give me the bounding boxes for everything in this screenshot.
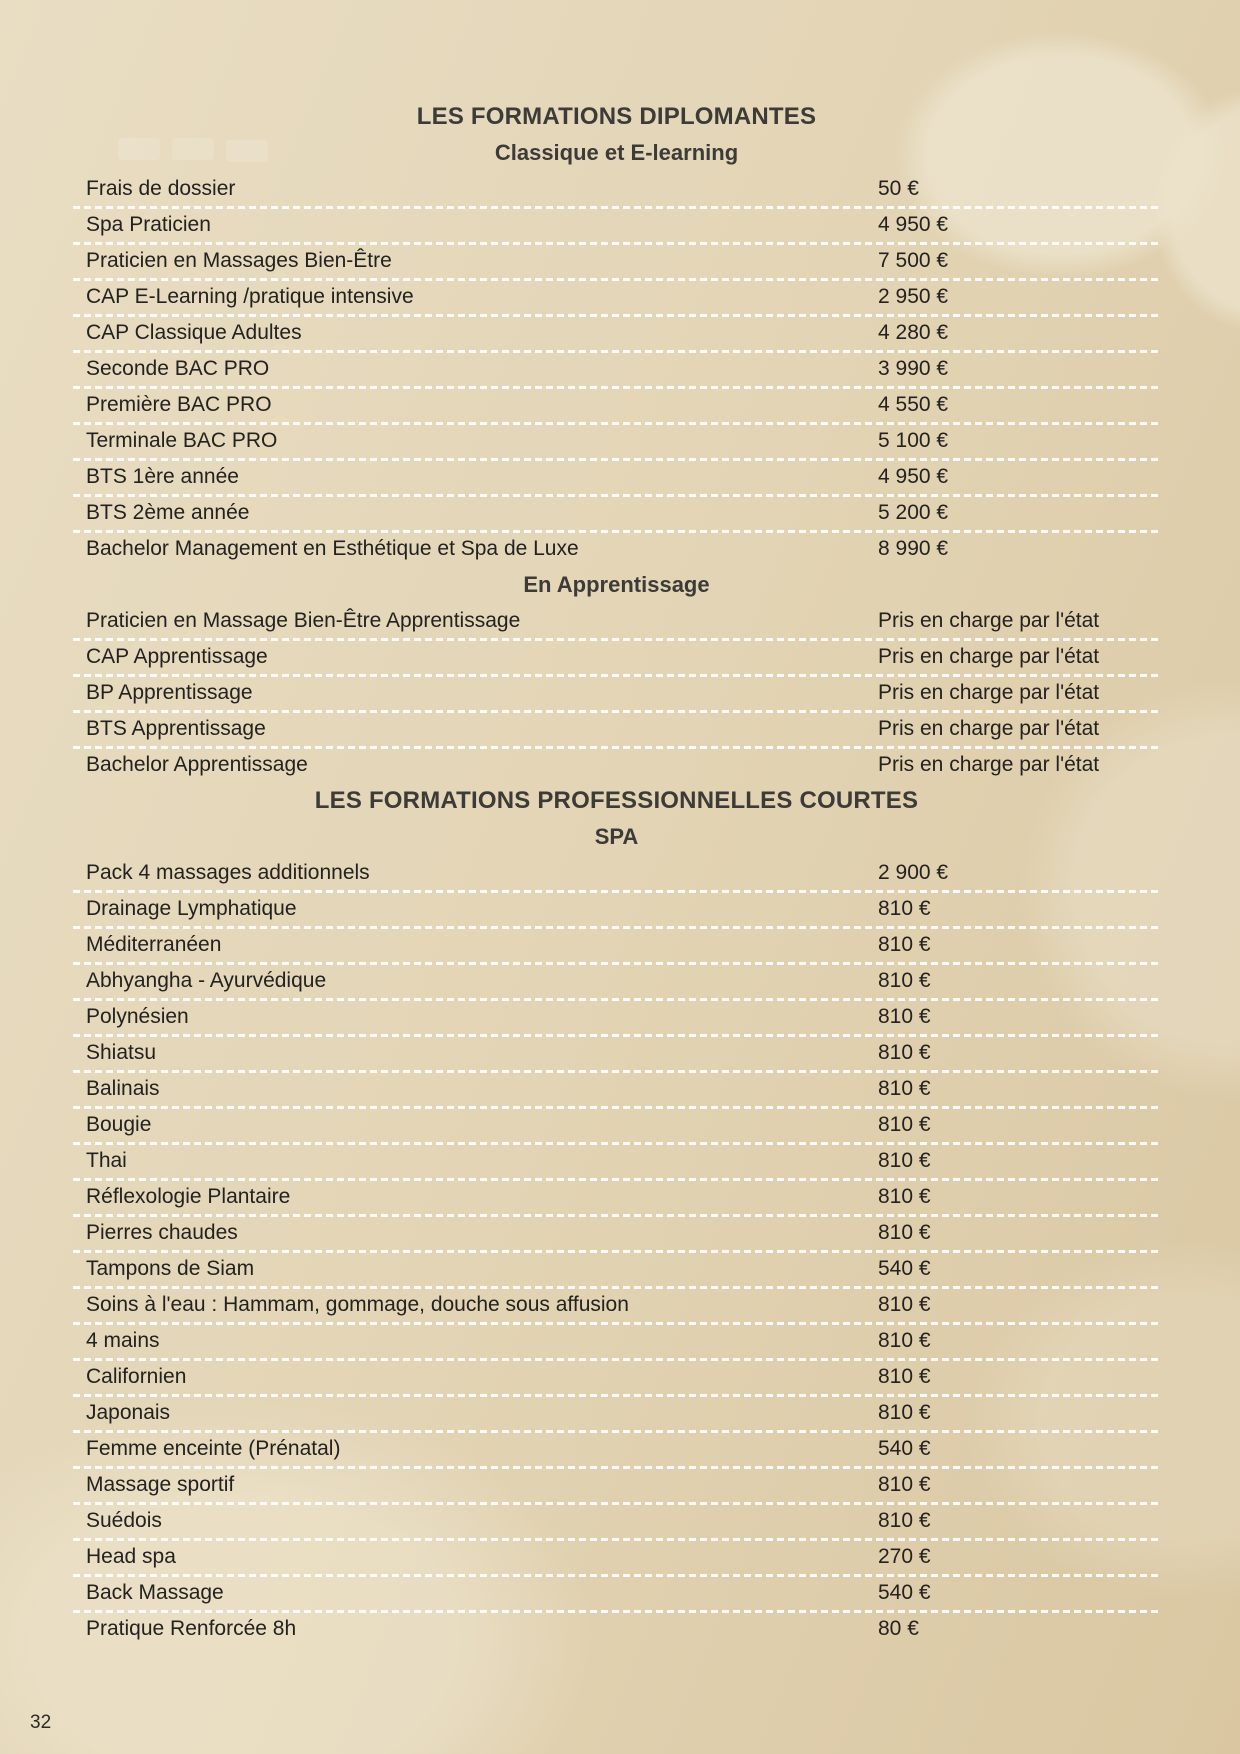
price-row — [73, 855, 1160, 891]
course-price: 810 € — [878, 1077, 931, 1100]
course-price: 2 900 € — [878, 861, 949, 884]
course-price: 270 € — [878, 1545, 931, 1568]
course-label: Bachelor Apprentissage — [86, 753, 308, 776]
price-row — [73, 495, 1160, 531]
course-price: 810 € — [878, 1149, 931, 1172]
course-price: 810 € — [878, 933, 931, 956]
course-price: 540 € — [878, 1437, 931, 1460]
price-row — [73, 387, 1160, 423]
course-price: 810 € — [878, 1509, 931, 1532]
course-price: 2 950 € — [878, 285, 949, 308]
course-price: 810 € — [878, 1005, 931, 1028]
course-label: Tampons de Siam — [86, 1257, 255, 1280]
course-label: BTS 2ème année — [86, 501, 250, 524]
price-row — [73, 351, 1160, 387]
price-row — [73, 243, 1160, 279]
course-label: Bougie — [86, 1113, 152, 1136]
course-price: 80 € — [878, 1617, 919, 1640]
course-label: Head spa — [86, 1545, 176, 1568]
page-number: 32 — [30, 1712, 52, 1733]
page-title: LES FORMATIONS DIPLOMANTES — [416, 103, 817, 130]
course-label: CAP E-Learning /pratique intensive — [86, 285, 414, 308]
price-row — [73, 1611, 1160, 1647]
course-price: 540 € — [878, 1257, 931, 1280]
course-price: 50 € — [878, 177, 919, 200]
course-label: Shiatsu — [86, 1041, 157, 1064]
price-row — [73, 675, 1160, 711]
course-label: Spa Praticien — [86, 213, 211, 236]
course-label: BTS Apprentissage — [86, 717, 266, 740]
course-label: BTS 1ère année — [86, 465, 239, 488]
price-row — [73, 1107, 1160, 1143]
course-label: Soins à l'eau : Hammam, gommage, douche sous affusion — [86, 1293, 629, 1316]
course-price: 810 € — [878, 1041, 931, 1064]
course-label: CAP Apprentissage — [86, 645, 268, 668]
course-price: 3 990 € — [878, 357, 949, 380]
price-row — [73, 639, 1160, 675]
course-price: Pris en charge par l'état — [878, 717, 1100, 740]
price-row — [73, 1575, 1160, 1611]
price-row — [73, 1431, 1160, 1467]
price-row — [73, 1467, 1160, 1503]
course-price: 810 € — [878, 1113, 931, 1136]
course-label: 4 mains — [86, 1329, 160, 1352]
page-subtitle: Classique et E-learning — [494, 140, 739, 165]
course-label: Bachelor Management en Esthétique et Spa de Luxe — [86, 537, 579, 560]
price-row — [73, 1287, 1160, 1323]
price-row — [73, 1179, 1160, 1215]
price-row — [73, 603, 1160, 639]
course-label: Drainage Lymphatique — [86, 897, 297, 920]
course-price: 810 € — [878, 1401, 931, 1424]
course-label: Polynésien — [86, 1005, 189, 1028]
section-heading: SPA — [594, 824, 639, 849]
price-row — [73, 279, 1160, 315]
price-row — [73, 891, 1160, 927]
course-price: Pris en charge par l'état — [878, 645, 1100, 668]
course-price: 4 550 € — [878, 393, 949, 416]
price-row — [73, 711, 1160, 747]
price-row — [73, 1215, 1160, 1251]
price-row — [73, 459, 1160, 495]
price-row — [73, 531, 1160, 567]
course-price: 7 500 € — [878, 249, 949, 272]
course-price: 810 € — [878, 1185, 931, 1208]
course-label: Réflexologie Plantaire — [86, 1185, 291, 1208]
course-price: 4 950 € — [878, 213, 949, 236]
course-label: Pack 4 massages additionnels — [86, 861, 370, 884]
course-price: 810 € — [878, 1221, 931, 1244]
course-price: 4 280 € — [878, 321, 949, 344]
course-price: 8 990 € — [878, 537, 949, 560]
course-label: Femme enceinte (Prénatal) — [86, 1437, 341, 1460]
price-row — [73, 171, 1160, 207]
price-row — [73, 963, 1160, 999]
course-label: Praticien en Massages Bien-Être — [86, 249, 392, 272]
price-row — [73, 1143, 1160, 1179]
course-price: 5 100 € — [878, 429, 949, 452]
course-label: Japonais — [86, 1401, 171, 1424]
price-row — [73, 1395, 1160, 1431]
price-table — [73, 171, 1160, 1647]
course-label: Pierres chaudes — [86, 1221, 238, 1244]
course-label: Thai — [86, 1149, 127, 1172]
course-label: Suédois — [86, 1509, 162, 1532]
course-label: Première BAC PRO — [86, 393, 272, 416]
course-label: Abhyangha - Ayurvédique — [86, 969, 327, 992]
course-price: 810 € — [878, 1293, 931, 1316]
price-row — [73, 747, 1160, 783]
course-label: BP Apprentissage — [86, 681, 253, 704]
course-label: CAP Classique Adultes — [86, 321, 302, 344]
course-price: 540 € — [878, 1581, 931, 1604]
course-price: 810 € — [878, 897, 931, 920]
course-label: Californien — [86, 1365, 187, 1388]
price-row — [73, 423, 1160, 459]
course-price: 810 € — [878, 1365, 931, 1388]
course-price: Pris en charge par l'état — [878, 609, 1100, 632]
price-row — [73, 927, 1160, 963]
price-row — [73, 1251, 1160, 1287]
course-price: Pris en charge par l'état — [878, 753, 1100, 776]
course-price: 5 200 € — [878, 501, 949, 524]
course-price: 810 € — [878, 1473, 931, 1496]
price-row — [73, 1359, 1160, 1395]
course-label: Pratique Renforcée 8h — [86, 1617, 297, 1640]
course-label: Massage sportif — [86, 1473, 235, 1496]
course-price: Pris en charge par l'état — [878, 681, 1100, 704]
course-label: Balinais — [86, 1077, 160, 1100]
course-label: Praticien en Massage Bien-Être Apprentissage — [86, 609, 521, 632]
price-row — [73, 207, 1160, 243]
course-label: Frais de dossier — [86, 177, 236, 200]
price-row — [73, 1035, 1160, 1071]
price-row — [73, 1503, 1160, 1539]
price-row — [73, 999, 1160, 1035]
course-label: Méditerranéen — [86, 933, 222, 956]
price-row — [73, 1071, 1160, 1107]
section-heading: En Apprentissage — [523, 572, 710, 597]
section-heading: LES FORMATIONS PROFESSIONNELLES COURTES — [314, 787, 919, 814]
course-label: Seconde BAC PRO — [86, 357, 270, 380]
price-row — [73, 315, 1160, 351]
course-price: 810 € — [878, 969, 931, 992]
price-row — [73, 1323, 1160, 1359]
course-label: Back Massage — [86, 1581, 224, 1604]
course-price: 4 950 € — [878, 465, 949, 488]
course-label: Terminale BAC PRO — [86, 429, 278, 452]
course-price: 810 € — [878, 1329, 931, 1352]
price-row — [73, 1539, 1160, 1575]
